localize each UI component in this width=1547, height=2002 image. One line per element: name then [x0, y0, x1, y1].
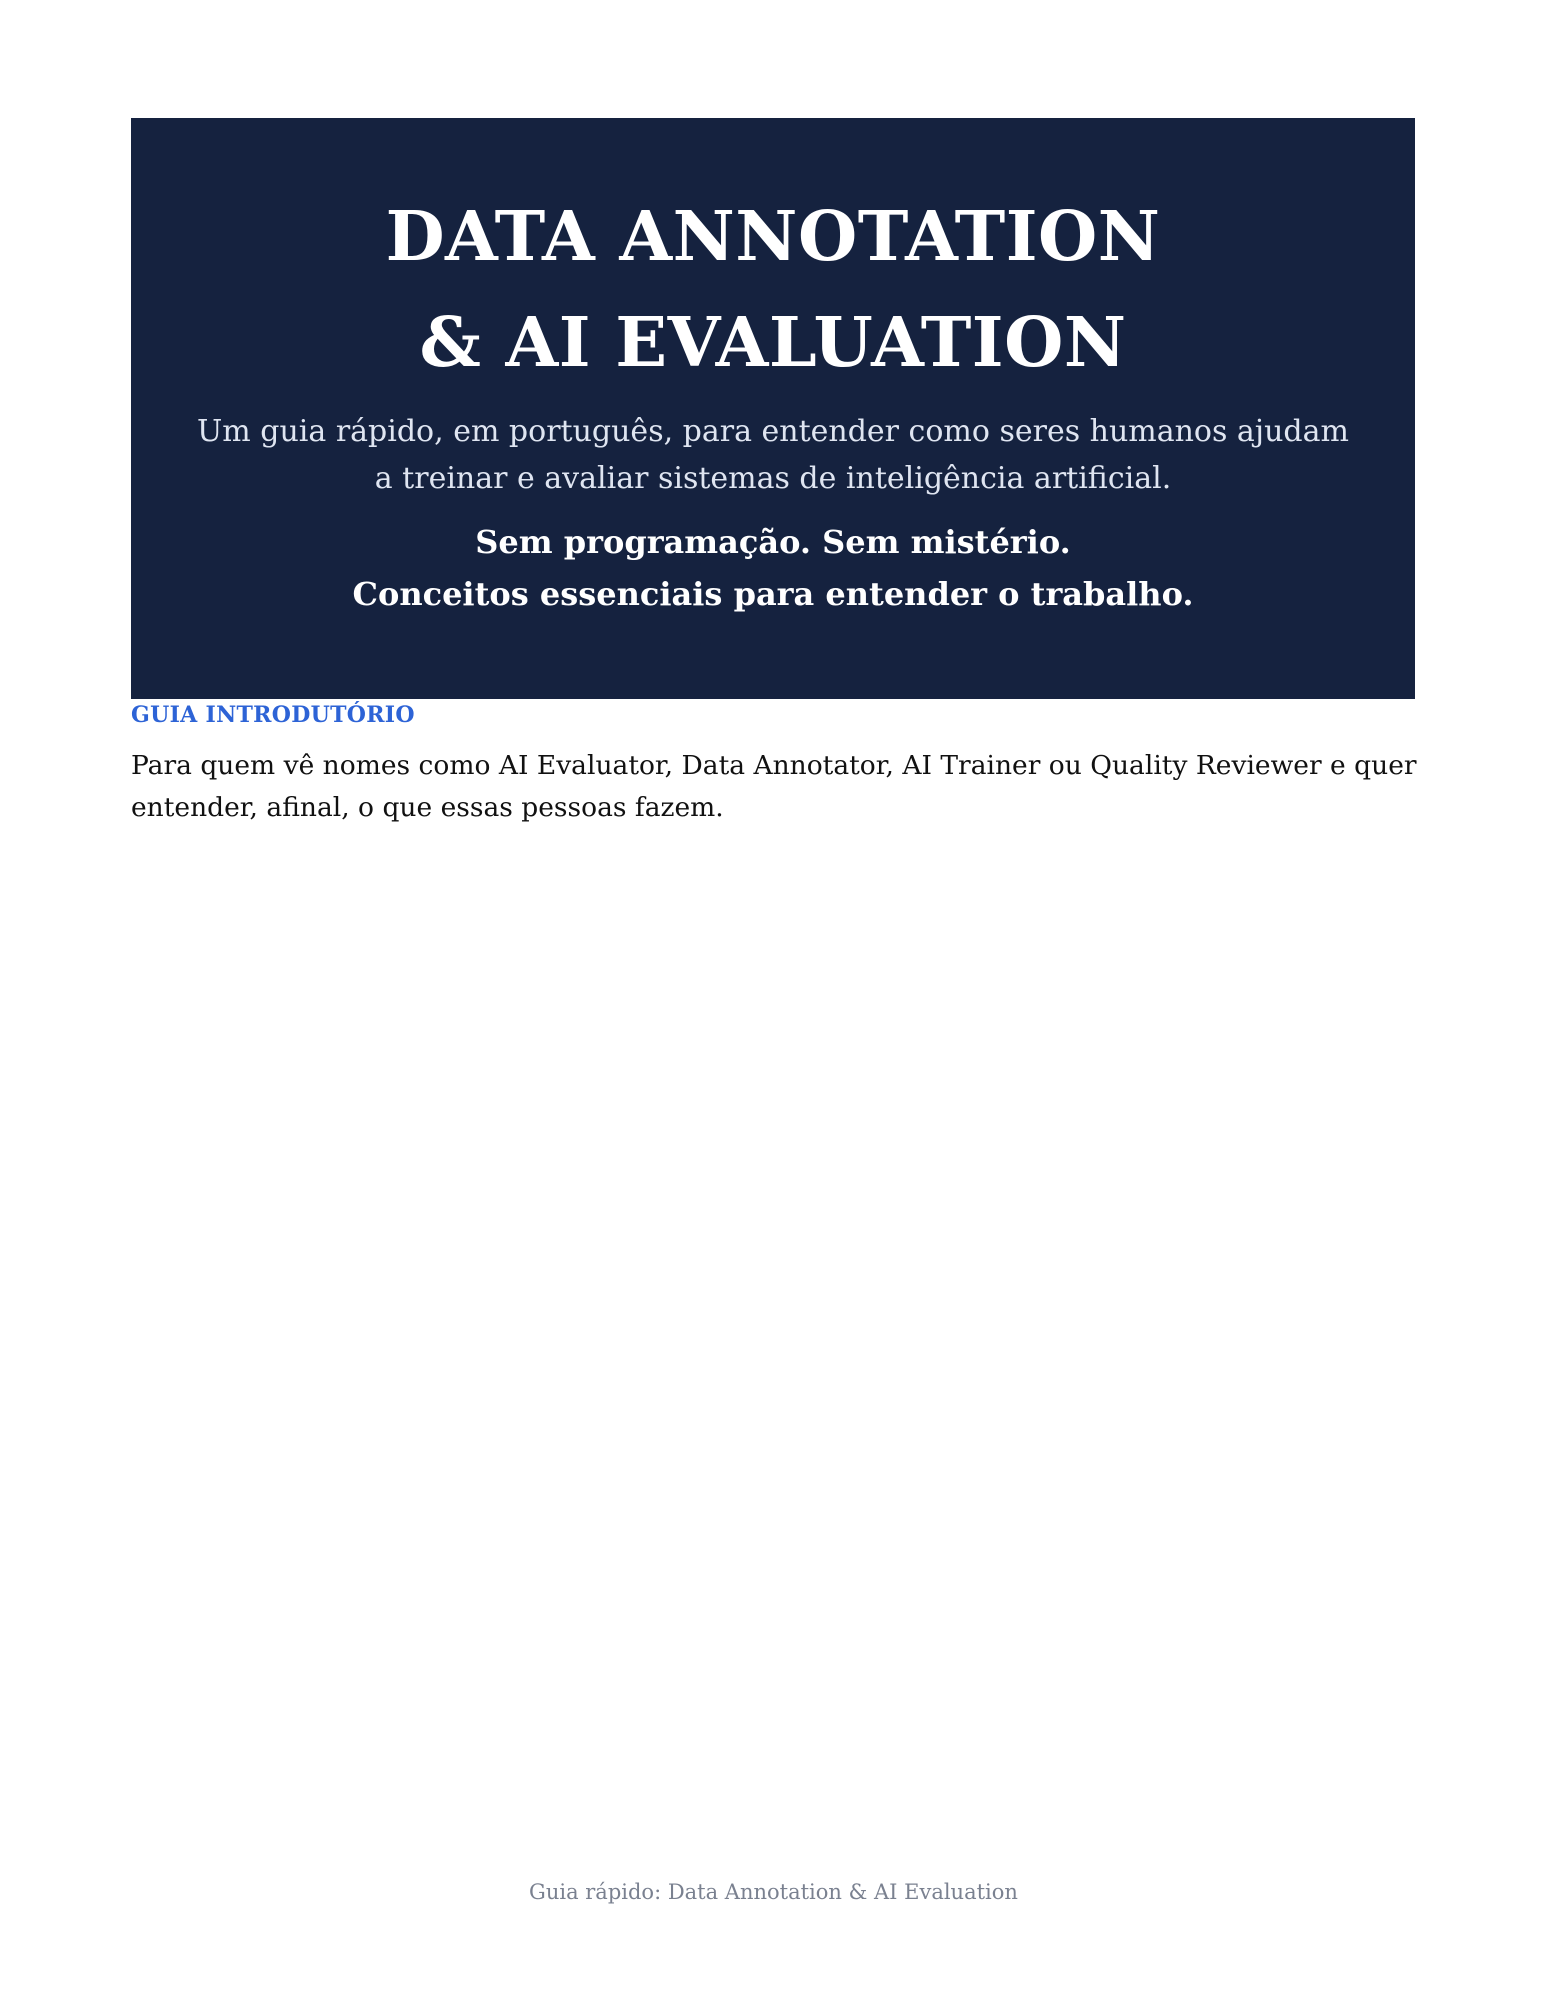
- page-footer: Guia rápido: Data Annotation & AI Evaluation: [529, 1880, 1018, 1904]
- intro-paragraph: Para quem vê nomes como AI Evaluator, Data Annotator, AI Trainer ou Quality Reviewer e quer entender, afinal, o que essas pessoas fazem.: [131, 750, 1417, 823]
- cover-title: [131, 184, 1415, 396]
- cover-tagline-line-2: Conceitos essenciais para entender o trabalho.: [352, 575, 1194, 613]
- cover-title-line-2: & AI EVALUATION: [419, 303, 1127, 383]
- section-eyebrow: GUIA INTRODUTÓRIO: [131, 702, 415, 728]
- cover-tagline-line-1: Sem programação. Sem mistério.: [475, 523, 1071, 561]
- cover-tagline: [171, 516, 1375, 620]
- cover-title-line-1: DATA ANNOTATION: [385, 197, 1161, 277]
- cover-banner: [131, 118, 1415, 699]
- cover-subtitle: Um guia rápido, em português, para entender como seres humanos ajudam a treinar e avaliar sistemas de inteligência artificial.: [197, 414, 1349, 496]
